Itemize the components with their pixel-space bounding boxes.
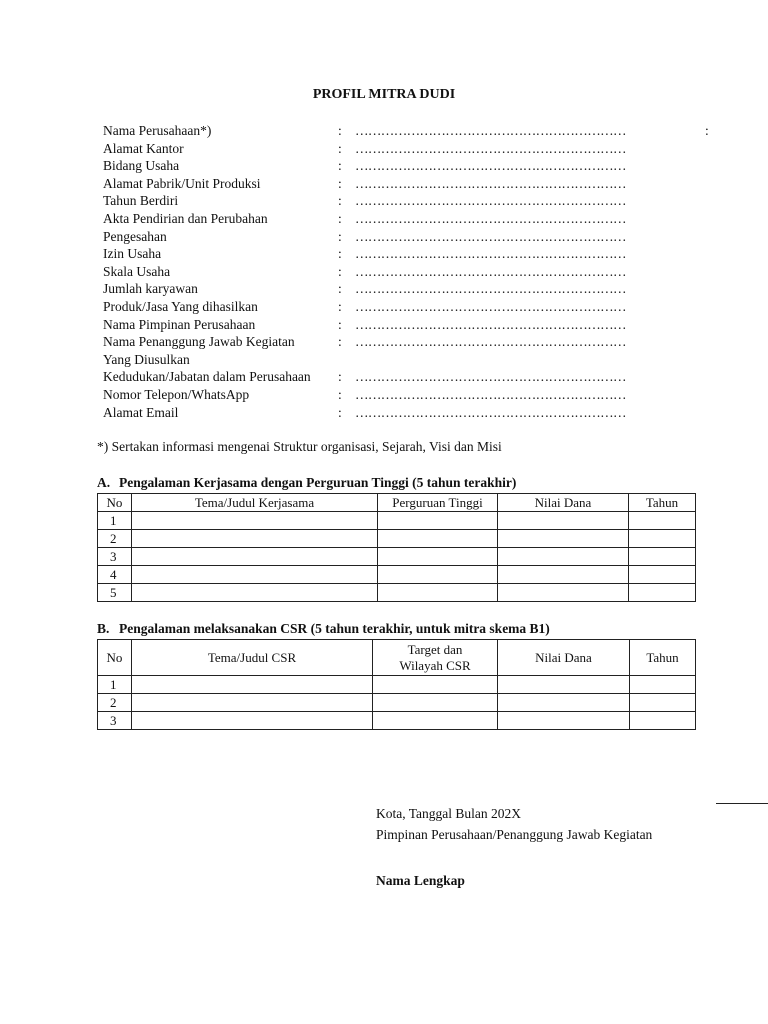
table-row	[98, 694, 696, 712]
table-cell[interactable]	[378, 548, 498, 566]
field-blank: ………………………………………………………	[355, 228, 626, 244]
field-blank: ………………………………………………………	[355, 263, 626, 279]
table-cell[interactable]	[132, 548, 378, 566]
field-colon: :	[338, 193, 342, 209]
table-cell[interactable]	[132, 584, 378, 602]
table-cell[interactable]	[629, 530, 696, 548]
collaboration-table	[97, 493, 696, 602]
field-blank: ………………………………………………………	[355, 298, 626, 314]
table-cell[interactable]	[132, 566, 378, 584]
table-cell[interactable]	[498, 712, 630, 730]
field-row-akta-pendirian	[103, 210, 723, 228]
table-row	[98, 584, 696, 602]
field-blank: ………………………………………………………	[355, 281, 626, 297]
field-row-nama-pimpinan	[103, 316, 723, 334]
table-row	[98, 676, 696, 694]
column-header: No	[98, 494, 132, 512]
table-cell[interactable]	[373, 712, 498, 730]
field-label: Yang Diusulkan	[103, 351, 190, 367]
field-colon: :	[338, 334, 342, 350]
field-row-nama-perusahaan	[103, 122, 723, 140]
section-title: Pengalaman Kerjasama dengan Perguruan Tinggi (5 tahun terakhir)	[119, 475, 517, 490]
column-header-line: Target dan	[407, 641, 463, 657]
table-cell[interactable]	[629, 584, 696, 602]
row-number: 2	[98, 530, 132, 548]
table-cell[interactable]	[132, 694, 373, 712]
field-row-kedudukan-jabatan	[103, 368, 723, 386]
table-row	[98, 712, 696, 730]
signature-block	[376, 803, 652, 845]
field-blank: ………………………………………………………	[355, 158, 626, 174]
field-label: Pengesahan	[103, 228, 167, 244]
field-row-pengesahan	[103, 228, 723, 246]
field-colon: :	[338, 263, 342, 279]
field-row-alamat-kantor	[103, 140, 723, 158]
field-label: Produk/Jasa Yang dihasilkan	[103, 298, 258, 314]
field-colon: :	[338, 369, 342, 385]
footnote: *) Sertakan informasi mengenai Struktur organisasi, Sejarah, Visi dan Misi	[97, 439, 502, 454]
table-cell[interactable]	[132, 676, 373, 694]
field-row-yang-diusulkan	[103, 351, 723, 369]
stray-colon: :	[705, 123, 709, 138]
table-cell[interactable]	[498, 584, 629, 602]
field-colon: :	[338, 158, 342, 174]
table-cell[interactable]	[630, 712, 696, 730]
signature-name: Nama Lengkap	[376, 873, 465, 888]
field-row-jumlah-karyawan	[103, 280, 723, 298]
table-cell[interactable]	[629, 548, 696, 566]
field-row-alamat-email	[103, 404, 723, 422]
column-header: Nilai Dana	[498, 640, 630, 676]
field-blank: ………………………………………………………	[355, 334, 626, 350]
field-label: Jumlah karyawan	[103, 281, 198, 297]
field-colon: :	[338, 386, 342, 402]
field-row-penanggung-jawab	[103, 333, 723, 351]
table-row	[98, 548, 696, 566]
field-label: Tahun Berdiri	[103, 193, 179, 209]
table-cell[interactable]	[132, 512, 378, 530]
field-blank: ………………………………………………………	[355, 369, 626, 385]
field-label: Nama Perusahaan*)	[103, 123, 212, 138]
column-header	[373, 640, 498, 676]
field-row-skala-usaha	[103, 263, 723, 281]
field-colon: :	[338, 140, 342, 156]
table-row	[98, 512, 696, 530]
table-cell[interactable]	[630, 694, 696, 712]
column-header: Tahun	[630, 640, 696, 676]
table-cell[interactable]	[378, 530, 498, 548]
table-cell[interactable]	[373, 676, 498, 694]
table-header-row	[98, 640, 696, 676]
table-row	[98, 530, 696, 548]
signature-role: Pimpinan Perusahaan/Penanggung Jawab Kegiatan	[376, 827, 653, 842]
field-row-bidang-usaha	[103, 157, 723, 175]
field-colon: :	[338, 175, 342, 191]
field-label: Alamat Pabrik/Unit Produksi	[103, 175, 261, 191]
field-blank: ………………………………………………………	[355, 316, 626, 332]
table-cell[interactable]	[498, 548, 629, 566]
column-header: Tema/Judul CSR	[132, 640, 373, 676]
table-cell[interactable]	[378, 566, 498, 584]
column-header: Nilai Dana	[498, 494, 629, 512]
field-colon: :	[338, 210, 342, 226]
field-colon: :	[338, 316, 342, 332]
column-header: Perguruan Tinggi	[378, 494, 498, 512]
field-blank: ………………………………………………………	[355, 193, 626, 209]
column-header: Tema/Judul Kerjasama	[132, 494, 378, 512]
field-blank: ………………………………………………………	[355, 404, 626, 420]
section-letter: B.	[97, 621, 110, 636]
table-cell[interactable]	[498, 512, 629, 530]
table-cell[interactable]	[629, 512, 696, 530]
table-cell[interactable]	[498, 694, 630, 712]
field-label: Nama Penanggung Jawab Kegiatan	[103, 334, 295, 350]
horizontal-rule	[716, 803, 768, 804]
field-colon: :	[338, 123, 342, 138]
field-row-alamat-pabrik	[103, 175, 723, 193]
field-row-nomor-telepon	[103, 386, 723, 404]
field-blank: ………………………………………………………	[355, 123, 626, 138]
field-colon: :	[338, 298, 342, 314]
column-header-line: Wilayah CSR	[399, 657, 471, 673]
field-colon: :	[338, 246, 342, 262]
column-header: No	[98, 640, 132, 676]
document-title: PROFIL MITRA DUDI	[312, 87, 456, 102]
table-cell[interactable]	[378, 584, 498, 602]
field-row-produk-jasa	[103, 298, 723, 316]
table-cell[interactable]	[630, 676, 696, 694]
field-colon: :	[338, 228, 342, 244]
field-label: Kedudukan/Jabatan dalam Perusahaan	[103, 369, 311, 385]
row-number: 2	[98, 694, 132, 712]
field-label: Izin Usaha	[103, 246, 162, 262]
csr-table	[97, 639, 696, 730]
field-label: Nomor Telepon/WhatsApp	[103, 386, 250, 402]
table-cell[interactable]	[132, 712, 373, 730]
table-header-row	[98, 494, 696, 512]
field-label: Alamat Kantor	[103, 140, 184, 156]
field-row-izin-usaha	[103, 245, 723, 263]
field-blank: ………………………………………………………	[355, 140, 626, 156]
table-cell[interactable]	[498, 676, 630, 694]
field-label: Nama Pimpinan Perusahaan	[103, 316, 256, 332]
field-label: Akta Pendirian dan Perubahan	[103, 210, 268, 226]
table-cell[interactable]	[132, 530, 378, 548]
table-cell[interactable]	[373, 694, 498, 712]
field-blank: ………………………………………………………	[355, 210, 626, 226]
section-b-heading	[97, 621, 550, 637]
field-blank: ………………………………………………………	[355, 175, 626, 191]
row-number: 3	[98, 712, 132, 730]
table-cell[interactable]	[498, 566, 629, 584]
row-number: 1	[98, 676, 132, 694]
section-title: Pengalaman melaksanakan CSR (5 tahun terakhir, untuk mitra skema B1)	[119, 621, 550, 636]
field-label: Bidang Usaha	[103, 158, 180, 174]
table-cell[interactable]	[378, 512, 498, 530]
row-number: 4	[98, 566, 132, 584]
field-colon: :	[338, 281, 342, 297]
field-label: Alamat Email	[103, 404, 179, 420]
row-number: 5	[98, 584, 132, 602]
table-row	[98, 566, 696, 584]
field-blank: ………………………………………………………	[355, 386, 626, 402]
field-row-tahun-berdiri	[103, 192, 723, 210]
field-blank: ………………………………………………………	[355, 246, 626, 262]
table-cell[interactable]	[629, 566, 696, 584]
row-number: 1	[98, 512, 132, 530]
company-profile-fields	[103, 122, 723, 421]
signature-place-date: Kota, Tanggal Bulan 202X	[376, 806, 522, 821]
field-label: Skala Usaha	[103, 263, 171, 279]
section-a-heading	[97, 475, 516, 491]
field-colon: :	[338, 404, 342, 420]
row-number: 3	[98, 548, 132, 566]
table-cell[interactable]	[498, 530, 629, 548]
column-header: Tahun	[629, 494, 696, 512]
section-letter: A.	[97, 475, 111, 490]
